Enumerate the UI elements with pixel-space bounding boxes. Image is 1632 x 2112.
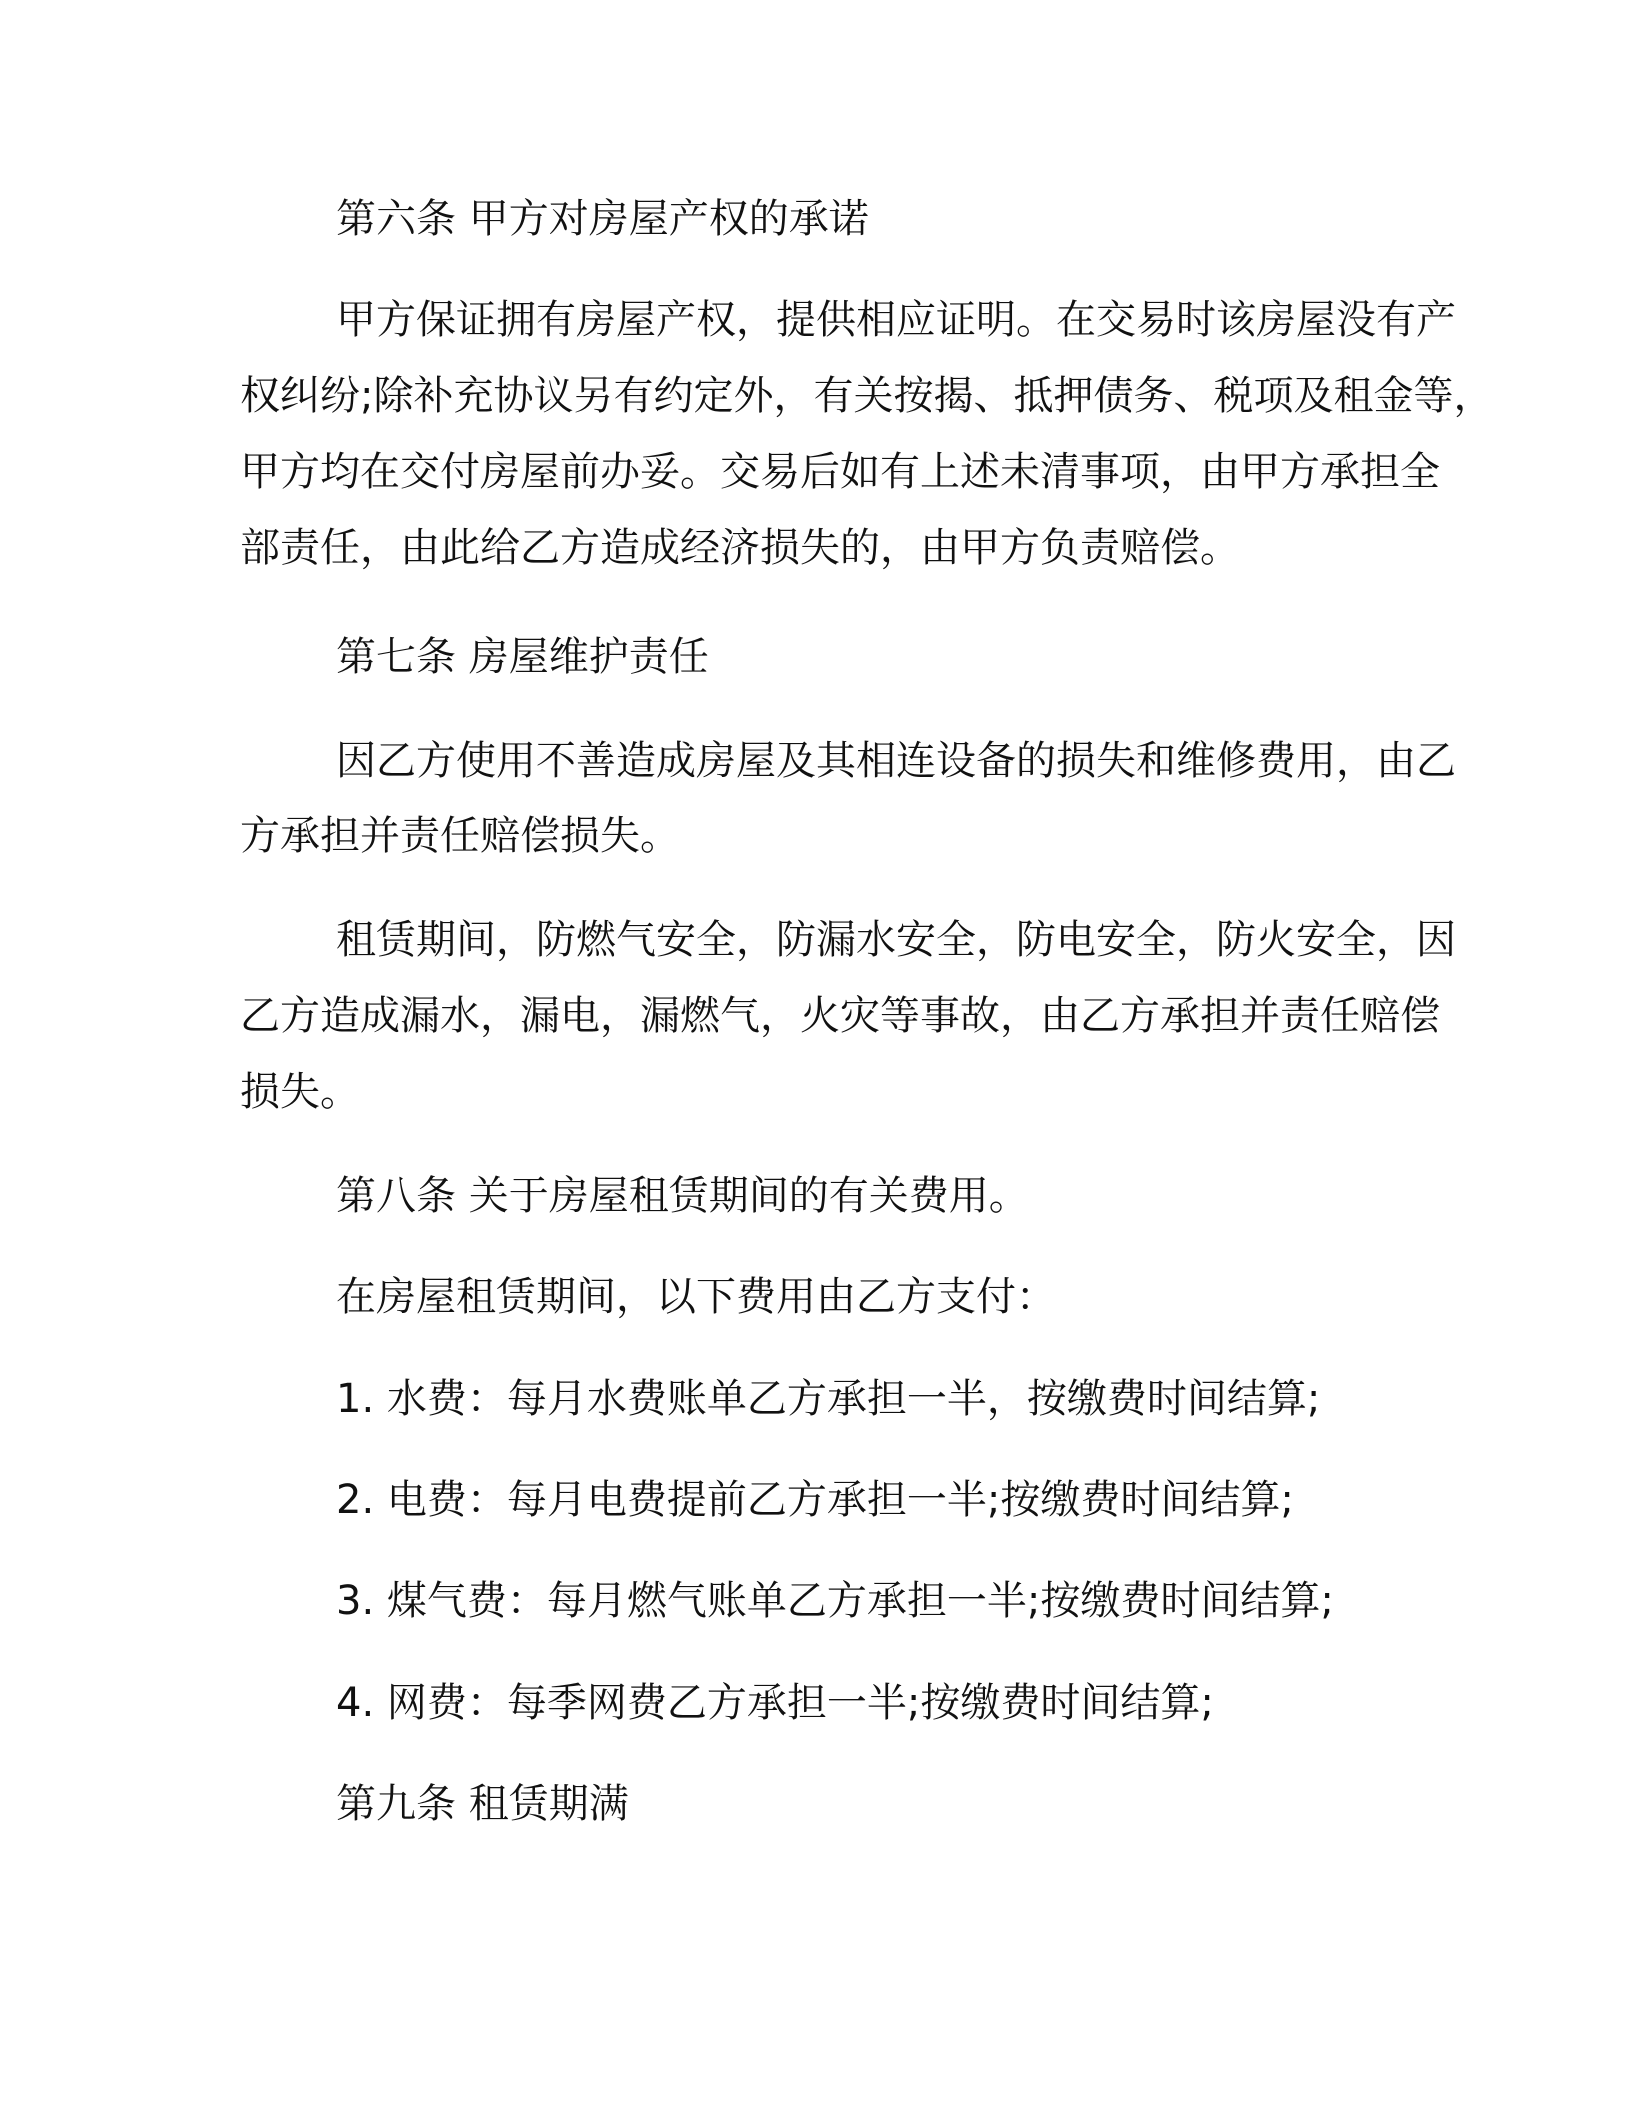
article-7-paragraph-1-line-2: 方承担并责任赔偿损失。 [240,813,680,859]
article-6-paragraph-line-4: 部责任，由此给乙方造成经济损失的，由甲方负责赔偿。 [240,525,1240,571]
article-8-heading: 第八条 关于房屋租赁期间的有关费用。 [336,1173,1029,1219]
article-8-intro: 在房屋租赁期间，以下费用由乙方支付： [336,1274,1056,1320]
article-6-paragraph-line-1: 甲方保证拥有房屋产权，提供相应证明。在交易时该房屋没有产 [336,297,1456,343]
article-9-heading: 第九条 租赁期满 [336,1781,629,1827]
article-7-heading: 第七条 房屋维护责任 [336,634,709,680]
fee-item-electricity: 2. 电费：每月电费提前乙方承担一半;按缴费时间结算; [336,1477,1294,1523]
article-7-paragraph-2-line-2: 乙方造成漏水，漏电，漏燃气，火灾等事故，由乙方承担并责任赔偿 [240,993,1440,1039]
article-7-paragraph-2-line-3: 损失。 [240,1069,360,1115]
article-7-paragraph-2-line-1: 租赁期间，防燃气安全，防漏水安全，防电安全，防火安全，因 [336,917,1456,963]
article-6-heading: 第六条 甲方对房屋产权的承诺 [336,196,869,242]
fee-item-internet: 4. 网费：每季网费乙方承担一半;按缴费时间结算; [336,1680,1214,1726]
article-6-paragraph-line-3: 甲方均在交付房屋前办妥。交易后如有上述未清事项，由甲方承担全 [240,449,1440,495]
article-6-paragraph-line-2: 权纠纷;除补充协议另有约定外，有关按揭、抵押债务、税项及租金等， [240,373,1494,419]
fee-item-gas: 3. 煤气费：每月燃气账单乙方承担一半;按缴费时间结算; [336,1578,1334,1624]
article-7-paragraph-1-line-1: 因乙方使用不善造成房屋及其相连设备的损失和维修费用，由乙 [336,738,1456,784]
fee-item-water: 1. 水费：每月水费账单乙方承担一半，按缴费时间结算; [336,1376,1321,1422]
